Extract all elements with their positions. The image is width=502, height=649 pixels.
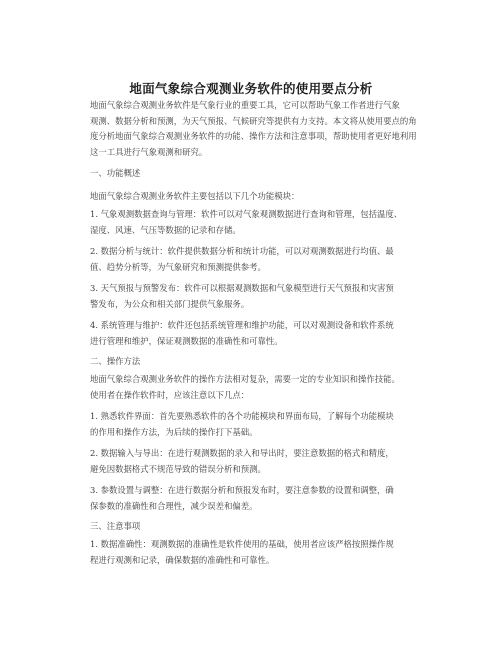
section-heading-functions: 一、功能概述 xyxy=(90,168,141,178)
item-line: 3. 天气预报与预警发布：软件可以根据观测数据和气象模型进行天气预报和灾害预 xyxy=(90,283,394,293)
item-line: 2. 数据输入与导出：在进行观测数据的录入和导出时，要注意数据的格式和精度， xyxy=(90,448,394,458)
page-title: 地面气象综合观测业务软件的使用要点分析 xyxy=(129,81,373,96)
item-line: 1. 气象观测数据查询与管理：软件可以对气象观测数据进行查询和管理，包括温度、 xyxy=(90,209,403,219)
item-line: 4. 系统管理与维护：软件还包括系统管理和维护功能，可以对观测设备和软件系统 xyxy=(90,320,394,330)
section3-item xyxy=(74,537,434,568)
section1-item xyxy=(74,281,434,312)
intro-line: 观测、数据分析和预测，为天气预报、气候研究等提供有力支持。本文将从使用要点的角 xyxy=(90,115,417,126)
item-line: 2. 数据分析与统计：软件提供数据分析和统计功能，可以对观测数据进行均值、最 xyxy=(90,246,394,256)
item-line: 警发布，为公众和相关部门提供气象服务。 xyxy=(90,298,250,309)
lead-line: 使用者在操作软件时，应该注意以下几点： xyxy=(90,389,250,400)
section-heading-operations: 二、操作方法 xyxy=(90,356,141,366)
item-line: 1. 熟悉软件界面：首先要熟悉软件的各个功能模块和界面布局，了解每个功能模块 xyxy=(90,411,394,421)
section2-item xyxy=(74,446,434,477)
item-line: 程进行观测和记录，确保数据的准确性和可靠性。 xyxy=(90,554,275,565)
section-heading-notes: 三、注意事项 xyxy=(90,521,141,531)
section1-item xyxy=(74,244,434,275)
section2-lead xyxy=(74,372,434,403)
section1-item xyxy=(74,318,434,349)
item-line: 1. 数据准确性：观测数据的准确性是软件使用的基础，使用者应该严格按照操作规 xyxy=(90,539,394,549)
section2-item xyxy=(74,483,434,514)
item-line: 进行管理和维护，保证观测数据的准确性和可靠性。 xyxy=(90,335,283,346)
section2-item xyxy=(74,409,434,440)
intro-line: 这一工具进行气象观测和研究。 xyxy=(90,146,208,157)
item-line: 3. 参数设置与调整：在进行数据分析和预报发布时，要注意参数的设置和调整，确 xyxy=(90,485,394,495)
intro-line: 地面气象综合观测业务软件是气象行业的重要工具，它可以帮助气象工作者进行气象 xyxy=(90,100,400,110)
item-line: 湿度、风速、气压等数据的记录和存储。 xyxy=(90,224,241,235)
section1-lead: 地面气象综合观测业务软件主要包括以下几个功能模块： xyxy=(90,191,300,201)
item-line: 保参数的准确性和合理性，减少误差和偏差。 xyxy=(90,500,258,511)
item-line: 避免因数据格式不规范导致的错误分析和预测。 xyxy=(90,463,266,474)
item-line: 值、趋势分析等，为气象研究和预测提供参考。 xyxy=(90,261,266,272)
lead-line: 地面气象综合观测业务软件的操作方法相对复杂，需要一定的专业知识和操作技能。 xyxy=(90,374,400,384)
section1-item xyxy=(74,207,434,238)
item-line: 的作用和操作方法，为后续的操作打下基础。 xyxy=(90,426,258,437)
intro-line: 度分析地面气象综合观测业务软件的功能、操作方法和注意事项，帮助使用者更好地利用 xyxy=(90,131,417,142)
intro-paragraph xyxy=(74,98,434,160)
